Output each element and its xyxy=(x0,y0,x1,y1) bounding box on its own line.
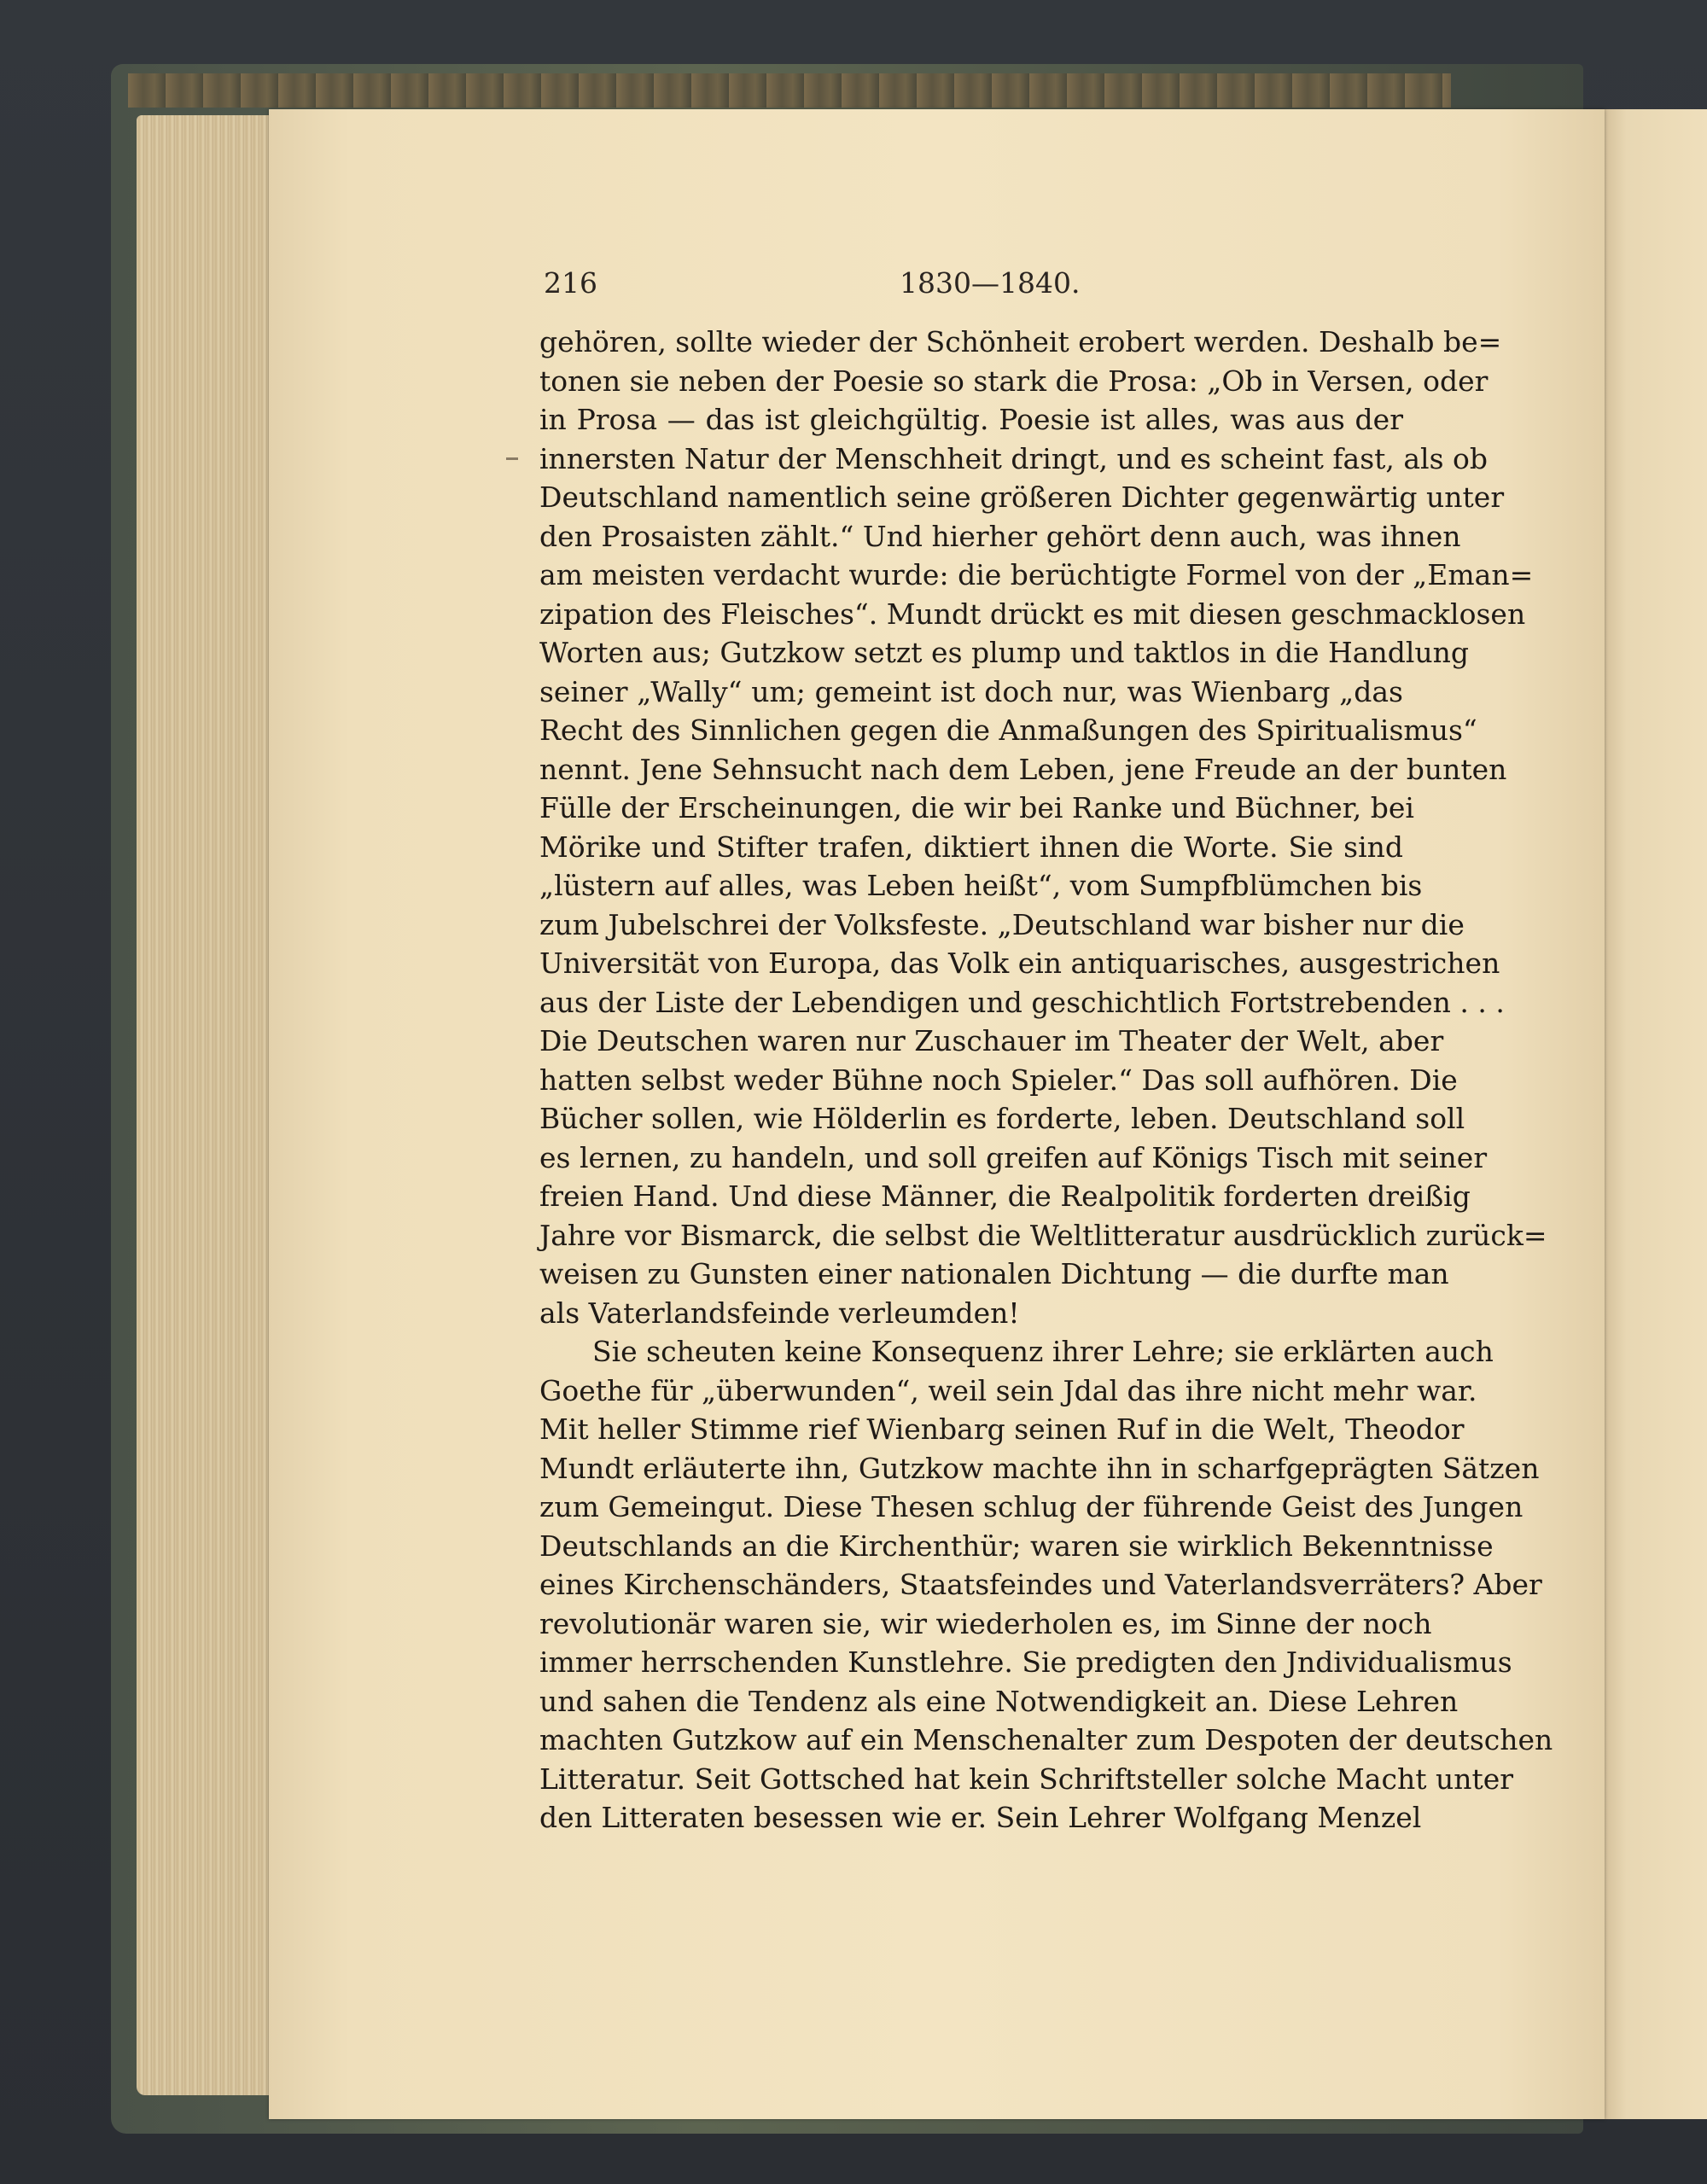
margin-pencil-mark xyxy=(506,457,518,460)
text-line: und sahen die Tendenz als eine Notwendigkeit an. Diese Lehren xyxy=(539,1684,1459,1718)
text-line: nennt. Jene Sehnsucht nach dem Leben, jene Freude an der bunten xyxy=(539,752,1507,786)
text-line: hatten selbst weder Bühne noch Spieler.“ Das soll aufhören. Die xyxy=(539,1063,1458,1097)
text-line: seiner „Wally“ um; gemeint ist doch nur, was Wienbarg „das xyxy=(539,674,1403,708)
text-line: freien Hand. Und diese Männer, die Realpolitik forderten dreißig xyxy=(539,1179,1471,1213)
text-line: gehören, sollte wieder der Schönheit erobert werden. Deshalb be= xyxy=(539,325,1502,358)
text-line: eines Kirchenschänders, Staatsfeindes und Vaterlandsverräters? Aber xyxy=(539,1568,1542,1601)
running-head: 1830—1840. xyxy=(900,266,1081,300)
text-line: revolutionär waren sie, wir wiederholen es, im Sinne der noch xyxy=(539,1606,1432,1640)
page-header xyxy=(544,266,1401,306)
text-line: Recht des Sinnlichen gegen die Anmaßungen des Spiritualismus“ xyxy=(539,713,1477,747)
text-line: immer herrschenden Kunstlehre. Sie predigten den Jndividualismus xyxy=(539,1645,1512,1679)
text-line: am meisten verdacht wurde: die berüchtigte Formel von der „Eman= xyxy=(539,558,1534,591)
text-line: den Litteraten besessen wie er. Sein Lehrer Wolfgang Menzel xyxy=(539,1801,1422,1834)
text-line: Fülle der Erscheinungen, die wir bei Ranke und Büchner, bei xyxy=(539,791,1414,824)
text-line: innersten Natur der Menschheit dringt, und es scheint fast, als ob xyxy=(539,441,1489,475)
text-line: Bücher sollen, wie Hölderlin es forderte, leben. Deutschland soll xyxy=(539,1102,1465,1135)
text-line: in Prosa — das ist gleichgültig. Poesie ist alles, was aus der xyxy=(539,403,1403,436)
text-line: den Prosaisten zählt.“ Und hierher gehört denn auch, was ihnen xyxy=(539,519,1461,553)
text-line: Deutschland namentlich seine größeren Dichter gegenwärtig unter xyxy=(539,480,1505,514)
text-line: Jahre vor Bismarck, die selbst die Weltlitteratur ausdrücklich zurück= xyxy=(539,1218,1547,1252)
page-stack-edges xyxy=(137,115,282,2095)
text-line: weisen zu Gunsten einer nationalen Dichtung — die durfte man xyxy=(539,1257,1449,1290)
text-line: Goethe für „überwunden“, weil sein Jdal das ihre nicht mehr war. xyxy=(539,1373,1477,1407)
text-line: Universität von Europa, das Volk ein antiquarisches, ausgestrichen xyxy=(539,946,1500,980)
text-line: Deutschlands an die Kirchenthür; waren sie wirklich Bekenntnisse xyxy=(539,1529,1494,1563)
text-line: Litteratur. Seit Gottsched hat kein Schriftsteller solche Macht unter xyxy=(539,1762,1514,1796)
text-line: Worten aus; Gutzkow setzt es plump und taktlos in die Handlung xyxy=(539,636,1470,669)
text-line: Mit heller Stimme rief Wienbarg seinen Ruf in die Welt, Theodor xyxy=(539,1412,1465,1446)
text-line: Mundt erläuterte ihn, Gutzkow machte ihn in scharfgeprägten Sätzen xyxy=(539,1451,1540,1485)
text-line: aus der Liste der Lebendigen und geschichtlich Fortstrebenden . . . xyxy=(539,985,1505,1019)
page-number: 216 xyxy=(544,266,597,300)
book-spine-edge xyxy=(128,73,1451,108)
facing-page-edge xyxy=(1592,109,1707,2119)
text-line: Mörike und Stifter trafen, diktiert ihnen die Worte. Sie sind xyxy=(539,830,1403,864)
paragraph-end-line: als Vaterlandsfeinde verleumden! xyxy=(539,1296,1020,1330)
text-line: zipation des Fleisches“. Mundt drückt es mit diesen geschmacklosen xyxy=(539,597,1526,631)
text-line: machten Gutzkow auf ein Menschenalter zum Despoten der deutschen xyxy=(539,1723,1553,1756)
text-line: tonen sie neben der Poesie so stark die Prosa: „Ob in Versen, oder xyxy=(539,364,1489,398)
paragraph-start-line: Sie scheuten keine Konsequenz ihrer Lehre; sie erklärten auch xyxy=(592,1335,1494,1368)
text-line: es lernen, zu handeln, und soll greifen auf Königs Tisch mit seiner xyxy=(539,1140,1488,1174)
body-text xyxy=(539,323,1553,1867)
text-line: „lüstern auf alles, was Leben heißt“, vom Sumpfblümchen bis xyxy=(539,869,1423,902)
text-line: Die Deutschen waren nur Zuschauer im Theater der Welt, aber xyxy=(539,1024,1444,1057)
text-line: zum Jubelschrei der Volksfeste. „Deutschland war bisher nur die xyxy=(539,907,1465,941)
text-line: zum Gemeingut. Diese Thesen schlug der führende Geist des Jungen xyxy=(539,1490,1523,1523)
